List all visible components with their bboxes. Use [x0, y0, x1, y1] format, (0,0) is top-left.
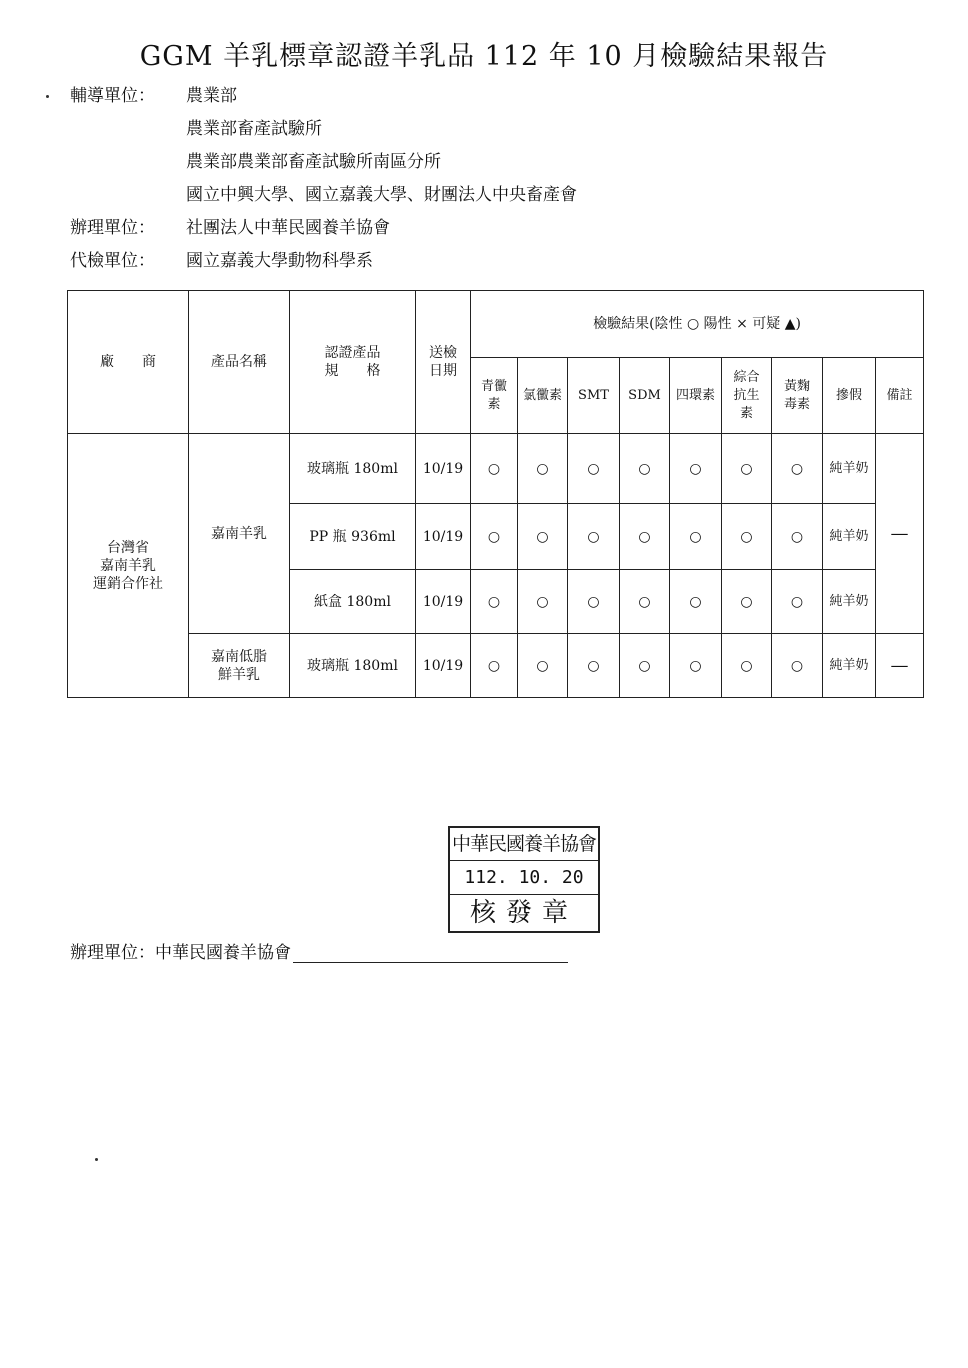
- result-cell: ○: [670, 634, 722, 698]
- stamp-label: 核發章: [469, 898, 578, 928]
- adulteration-cell: 純羊奶: [823, 434, 876, 504]
- advisor-item: 農業部: [186, 86, 237, 106]
- header-spec-line1: 認證產品: [324, 345, 381, 361]
- vendor-line: 運銷合作社: [93, 575, 163, 592]
- report-title: GGM 羊乳標章認證羊乳品 112 年 10 月檢驗結果報告: [139, 41, 829, 72]
- header-sdm: SDM: [620, 358, 670, 434]
- table-row: [68, 634, 924, 698]
- result-cell: ○: [772, 434, 823, 504]
- sign-value: 中華民國養羊協會: [155, 943, 291, 963]
- organization-list: [70, 80, 577, 278]
- result-cell: ○: [518, 570, 568, 634]
- header-antibiotic-line1: 綜合: [733, 369, 760, 385]
- spec-cell: 紙盒 180ml: [290, 570, 416, 634]
- product-line: 鮮羊乳: [218, 666, 260, 683]
- header-penicillin-line1: 青黴: [480, 378, 507, 394]
- adulteration-cell: 純羊奶: [823, 570, 876, 634]
- product-cell: 嘉南羊乳: [189, 434, 290, 634]
- result-cell: ○: [722, 434, 772, 504]
- date-cell: 10/19: [416, 434, 471, 504]
- result-cell: ○: [670, 570, 722, 634]
- header-tetracycline: 四環素: [670, 358, 722, 434]
- advisor-item: 農業部畜產試驗所: [186, 119, 322, 139]
- date-cell: 10/19: [416, 570, 471, 634]
- result-cell: ○: [772, 504, 823, 570]
- advisor-label: 輔導單位：: [70, 86, 155, 106]
- advisor-item: 國立中興大學、國立嘉義大學、財團法人中央畜產會: [186, 185, 577, 205]
- result-cell: ○: [722, 570, 772, 634]
- advisor-row: [70, 80, 577, 212]
- stamp-date: 112. 10. 20: [450, 861, 598, 895]
- header-date-line1: 送檢: [429, 345, 457, 361]
- result-cell: ○: [620, 634, 670, 698]
- adulteration-cell: 純羊奶: [823, 634, 876, 698]
- result-cell: ○: [620, 504, 670, 570]
- result-cell: ○: [568, 634, 620, 698]
- header-antibiotic-line2: 抗生: [733, 387, 760, 403]
- result-cell: ○: [471, 634, 518, 698]
- stamp-org: 中華民國養羊協會: [450, 828, 598, 861]
- result-cell: ○: [568, 434, 620, 504]
- tester-label: 代檢單位：: [70, 251, 155, 271]
- result-cell: ○: [518, 504, 568, 570]
- header-chloramphenicol: 氯黴素: [518, 358, 568, 434]
- header-antibiotic: [722, 358, 772, 434]
- result-cell: ○: [518, 634, 568, 698]
- scan-speck: [46, 95, 49, 98]
- vendor-cell: [68, 434, 189, 698]
- header-product-label: 產品名稱: [211, 354, 267, 370]
- product-line: 嘉南低脂: [211, 648, 267, 665]
- advisor-item: 農業部農業部畜產試驗所南區分所: [186, 152, 441, 172]
- result-cell: ○: [620, 434, 670, 504]
- result-cell: ○: [568, 504, 620, 570]
- product-cell: [189, 634, 290, 698]
- header-spec-line2: 規 格: [324, 363, 381, 379]
- tester-value: 國立嘉義大學動物科學系: [186, 251, 373, 271]
- header-aflatoxin-line1: 黃麴: [783, 378, 810, 394]
- header-smt: SMT: [568, 358, 620, 434]
- header-date: [416, 291, 471, 434]
- result-cell: ○: [670, 434, 722, 504]
- organizer-label: 辦理單位：: [70, 218, 155, 238]
- date-cell: 10/19: [416, 504, 471, 570]
- result-cell: ○: [471, 504, 518, 570]
- organizer-value: 社團法人中華民國養羊協會: [186, 218, 390, 238]
- vendor-line: 嘉南羊乳: [100, 557, 156, 574]
- organizer-row: [70, 212, 577, 245]
- spec-cell: 玻璃瓶 180ml: [290, 434, 416, 504]
- header-spec: [290, 291, 416, 434]
- vendor-line: 台灣省: [107, 539, 149, 556]
- header-aflatoxin: [772, 358, 823, 434]
- results-table: [67, 290, 924, 698]
- header-product: [189, 291, 290, 434]
- result-cell: ○: [722, 504, 772, 570]
- header-adulteration: 摻假: [823, 358, 876, 434]
- date-cell: 10/19: [416, 634, 471, 698]
- spec-cell: PP 瓶 936ml: [290, 504, 416, 570]
- result-cell: ○: [772, 570, 823, 634]
- header-penicillin-line2: 素: [487, 396, 501, 412]
- scan-speck: [95, 1158, 98, 1161]
- header-antibiotic-line3: 素: [739, 405, 753, 421]
- result-cell: ○: [568, 570, 620, 634]
- result-cell: ○: [518, 434, 568, 504]
- header-penicillin: [471, 358, 518, 434]
- result-cell: ○: [471, 434, 518, 504]
- spec-cell: 玻璃瓶 180ml: [290, 634, 416, 698]
- remark-cell: —: [876, 434, 924, 634]
- header-aflatoxin-line2: 毒素: [783, 396, 810, 412]
- adulteration-cell: 純羊奶: [823, 504, 876, 570]
- table-row: [68, 434, 924, 504]
- issue-stamp: [448, 826, 600, 933]
- header-date-line2: 日期: [429, 363, 457, 379]
- result-cell: ○: [722, 634, 772, 698]
- tester-row: [70, 245, 577, 278]
- sign-underline: [293, 942, 568, 963]
- result-cell: ○: [772, 634, 823, 698]
- sign-label: 辦理單位：: [70, 943, 155, 963]
- result-cell: ○: [670, 504, 722, 570]
- advisor-list: [186, 80, 577, 212]
- signature-line: [70, 938, 568, 963]
- remark-cell: —: [876, 634, 924, 698]
- result-cell: ○: [471, 570, 518, 634]
- header-result-group: 檢驗結果(陰性 ○ 陽性 × 可疑 ▲): [471, 291, 924, 358]
- result-cell: ○: [620, 570, 670, 634]
- header-row: [68, 291, 924, 358]
- header-remarks: 備註: [876, 358, 924, 434]
- header-vendor: 廠 商: [68, 291, 189, 434]
